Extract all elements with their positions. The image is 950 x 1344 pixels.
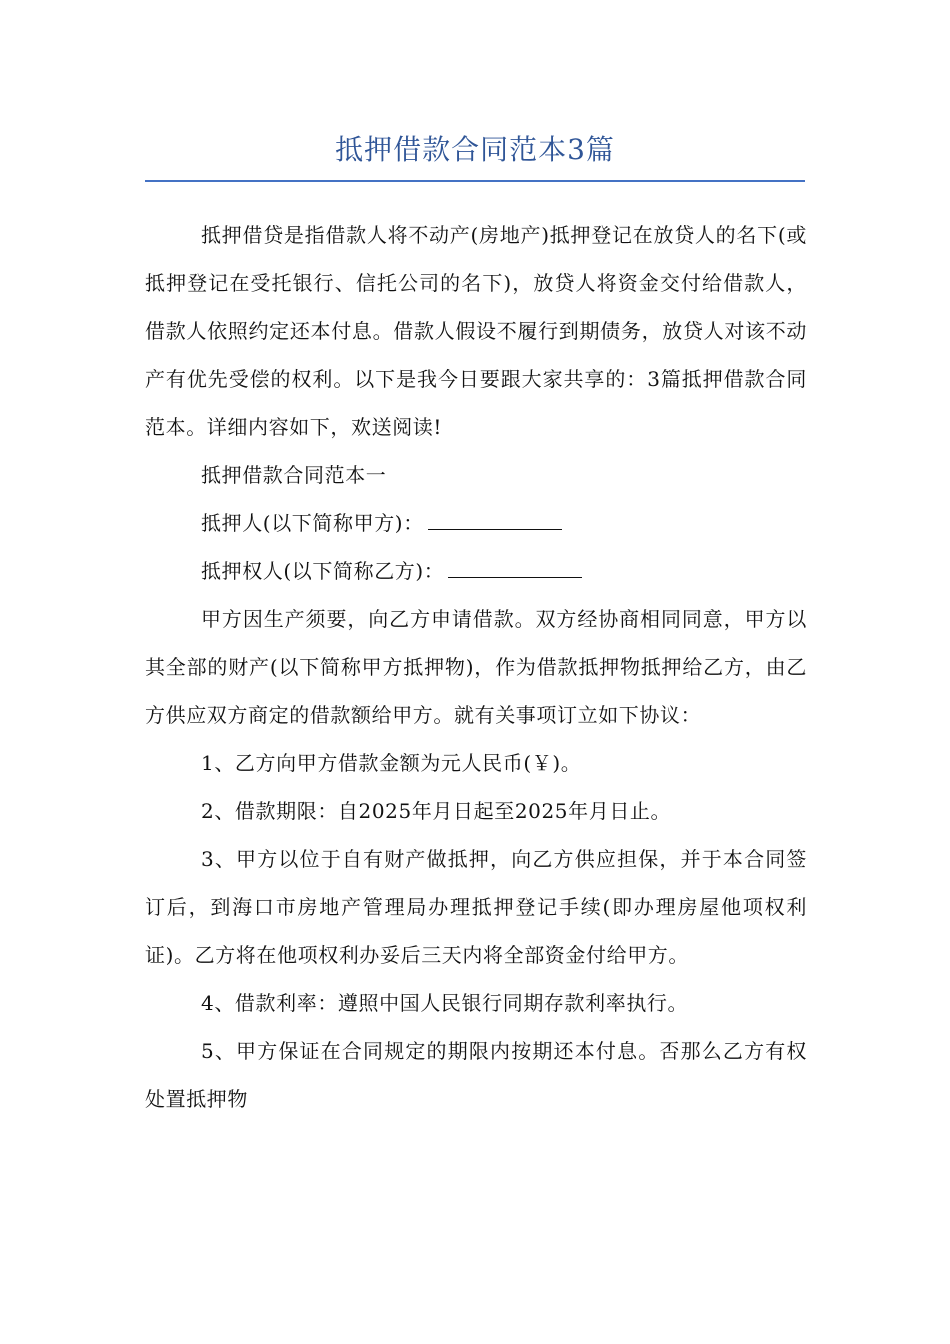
clause-5: 5、甲方保证在合同规定的期限内按期还本付息。否那么乙方有权处置抵押物 <box>145 1039 807 1111</box>
party-a-blank <box>428 507 562 530</box>
party-b-line <box>145 547 807 595</box>
clause-1: 1、乙方向甲方借款金额为元人民币(￥)。 <box>201 751 582 775</box>
section-heading: 抵押借款合同范本一 <box>201 463 387 487</box>
title-underline <box>145 180 805 182</box>
clause-4: 4、借款利率：遵照中国人民银行同期存款利率执行。 <box>201 991 689 1015</box>
document-title: 抵押借款合同范本3篇 <box>335 133 615 166</box>
clause-3: 3、甲方以位于自有财产做抵押，向乙方供应担保，并于本合同签订后，到海口市房地产管理局办理抵押登记手续(即办理房屋他项权利证)。乙方将在他项权利办妥后三天内将全部资金付给甲方。 <box>145 847 807 967</box>
party-b-label: 抵押权人(以下简称乙方)： <box>201 559 445 583</box>
preamble-paragraph: 甲方因生产须要，向乙方申请借款。双方经协商相同同意，甲方以其全部的财产(以下简称甲方抵押物)，作为借款抵押物抵押给乙方，由乙方供应双方商定的借款额给甲方。就有关事项订立如下协议： <box>145 607 807 727</box>
document-body <box>145 211 807 1123</box>
party-b-blank <box>448 555 582 578</box>
intro-paragraph: 抵押借贷是指借款人将不动产(房地产)抵押登记在放贷人的名下(或抵押登记在受托银行、信托公司的名下)，放贷人将资金交付给借款人，借款人依照约定还本付息。借款人假设不履行到期债务，放贷人对该不动产有优先受偿的权利。以下是我今日要跟大家共享的：3篇抵押借款合同范本。详细内容如下，欢送阅读! <box>145 223 807 439</box>
party-a-line <box>145 499 807 547</box>
clause-2: 2、借款期限：自2025年月日起至2025年月日止。 <box>201 799 672 823</box>
party-a-label: 抵押人(以下简称甲方)： <box>201 511 424 535</box>
